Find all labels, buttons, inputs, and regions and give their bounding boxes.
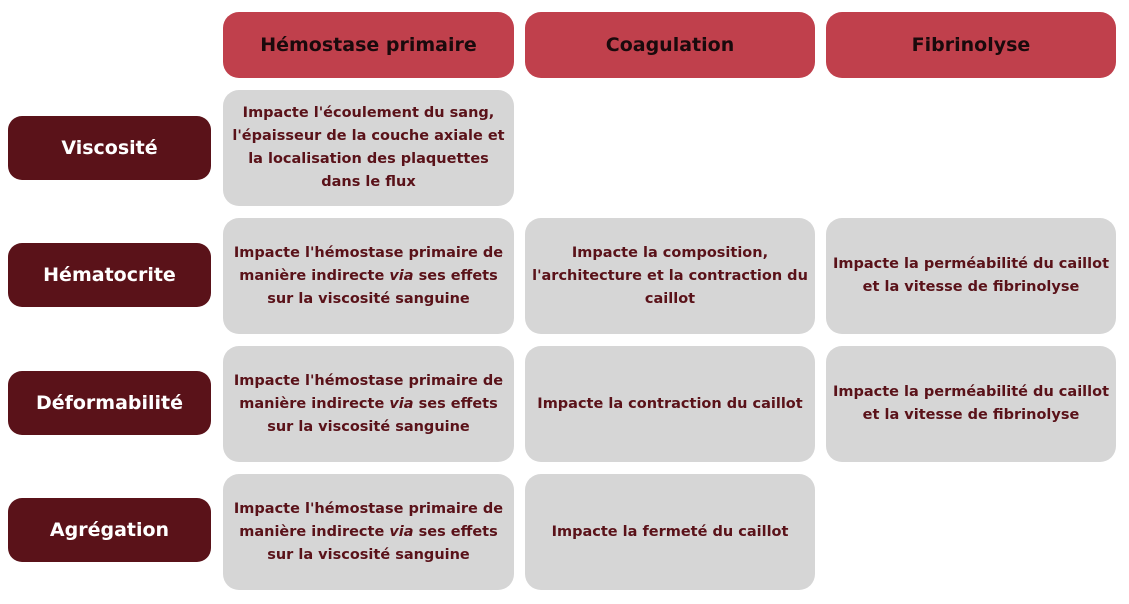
row-label-text: Agrégation — [49, 519, 170, 541]
row-label-agregation — [8, 498, 211, 562]
cell-hematocrite-coagulation — [525, 218, 815, 334]
column-header-fibrinolyse — [826, 12, 1116, 78]
column-header-label: Coagulation — [605, 34, 735, 56]
via-emphasis: via — [389, 267, 414, 284]
row-label-viscosite — [8, 116, 211, 180]
row-label-deformabilite — [8, 371, 211, 435]
row-label-text: Déformabilité — [35, 392, 184, 414]
cell-text: Impacte la perméabilité du caillot et la vitesse de fibrinolyse — [832, 256, 1109, 295]
column-header-coagulation — [525, 12, 815, 78]
cell-text: Impacte la fermeté du caillot — [551, 523, 789, 540]
cell-viscosite-hemostase — [223, 90, 514, 206]
cell-agregation-coagulation — [525, 474, 815, 590]
via-emphasis: via — [389, 523, 414, 540]
cell-text: Impacte l'hémostase primaire de manière indirecte via ses effets sur la viscosité sanguine — [233, 500, 504, 563]
cell-hematocrite-fibrinolyse — [826, 218, 1116, 334]
cell-hematocrite-hemostase — [223, 218, 514, 334]
cell-deformabilite-fibrinolyse — [826, 346, 1116, 462]
cell-text: Impacte l'écoulement du sang, l'épaisseur de la couche axiale et la localisation des plaquettes dans le flux — [232, 105, 505, 190]
cell-text: Impacte l'hémostase primaire de manière indirecte via ses effets sur la viscosité sanguine — [233, 372, 504, 435]
via-emphasis: via — [389, 395, 414, 412]
cell-text: Impacte la perméabilité du caillot et la vitesse de fibrinolyse — [832, 384, 1109, 423]
column-header-hemostase-primaire — [223, 12, 514, 78]
column-header-label: Hémostase primaire — [260, 34, 477, 56]
cell-deformabilite-coagulation — [525, 346, 815, 462]
row-label-text: Hématocrite — [43, 264, 176, 286]
row-label-text: Viscosité — [61, 137, 158, 159]
cell-text: Impacte l'hémostase primaire de manière indirecte via ses effets sur la viscosité sanguine — [233, 244, 504, 307]
cell-text: Impacte la composition, l'architecture et la contraction du caillot — [532, 244, 808, 307]
cell-agregation-hemostase — [223, 474, 514, 590]
row-label-hematocrite — [8, 243, 211, 307]
cell-text: Impacte la contraction du caillot — [537, 395, 803, 412]
column-header-label: Fibrinolyse — [911, 34, 1031, 56]
cell-deformabilite-hemostase — [223, 346, 514, 462]
